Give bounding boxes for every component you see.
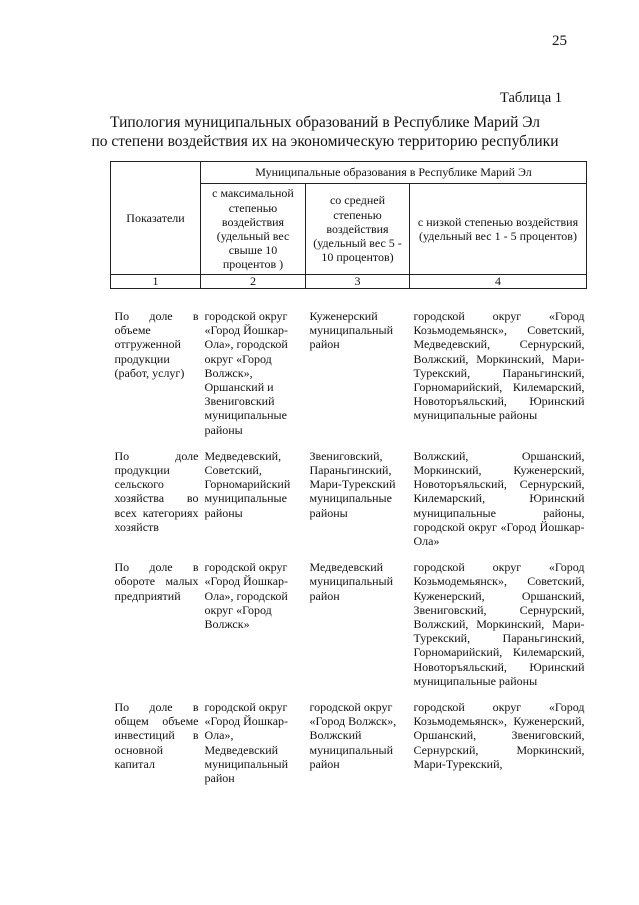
column-number-1: 1 [111,275,201,289]
table-label: Таблица 1 [500,90,563,106]
header-group: Муниципальные образования в Республике Марий Эл [201,162,587,184]
page-number: 25 [552,33,567,49]
row-max-impact: городской округ «Город Йошкар-Ола», городской округ «Город Волжск» [204,560,289,632]
table-title [60,113,590,151]
table-row [111,700,587,797]
row-low-impact: городской округ «Город Козьмодемьянск», Советский, Медведевский, Сернурский, Волжский, Моркинский, Мари-Турекский, Параньгинский, Горномарийский, Килемарский, Новоторъяльский, Юринский муниципальные районы [413,309,585,423]
header-low-impact: с низкой степенью воздействия (удельный вес 1 - 5 процентов) [410,184,587,275]
title-line-2: по степени воздействия их на экономическую территорию республики [91,133,559,150]
column-number-2: 2 [201,275,306,289]
row-max-impact: городской округ «Город Йошкар-Ола», Медведевский муниципальный район [204,700,289,786]
row-max-impact: городской округ «Город Йошкар-Ола», городской округ «Город Волжск», Оршанский и Звениговский муниципальные районы [204,309,289,437]
column-number-3: 3 [306,275,410,289]
row-mid-impact: Медведевский муниципальный район [309,560,394,603]
table-row [111,560,587,700]
typology-table [110,161,587,797]
header-mid-impact: со средней степенью воздействия (удельный вес 5 - 10 процентов) [306,184,410,275]
title-line-1: Типология муниципальных образований в Республике Марий Эл [109,114,540,131]
table-row [111,309,587,449]
row-mid-impact: Звениговский, Параньгинский, Мари-Турекский муниципальные районы [309,448,396,520]
row-low-impact: городской округ «Город Козьмодемьянск», Советский, Куженерский, Оршанский, Звениговский, Сернурский, Волжский, Моркинский, Мари-Турекский, Параньгинский, Горномарийский, Килемарский, Новоторъяльский, Юринский муниципальные районы [413,560,585,688]
row-max-impact: Медведевский, Советский, Горномарийский муниципальные районы [204,448,291,520]
row-indicator: По доле продукции сельского хозяйства во всех категориях хозяйств [114,448,199,534]
column-number-4: 4 [410,275,587,289]
table-row [111,449,587,560]
row-indicator: По доле в объеме отгруженной продукции (работ, услуг) [114,309,199,380]
header-indicators: Показатели [111,162,201,275]
row-low-impact: городской округ «Город Козьмодемьянск», Куженерский, Оршанский, Звениговский, Сернурский, Моркинский, Мари-Турекский, [413,700,585,771]
row-low-impact: Волжский, Оршанский, Моркинский, Куженерский, Новоторъяльский, Сернурский, Килемарский, Юринский муниципальные районы, городской округ «Город Йошкар-Ола» [413,448,585,549]
row-indicator: По доле в обороте малых предприятий [114,560,199,603]
row-mid-impact: городской округ «Город Волжск», Волжский муниципальный район [309,700,397,771]
row-indicator: По доле в общем объеме инвестиций в основной капитал [114,700,199,771]
row-mid-impact: Куженерский муниципальный район [309,309,394,352]
header-max-impact: с максимальной степенью воздействия (удельный вес свыше 10 процентов ) [201,184,306,275]
